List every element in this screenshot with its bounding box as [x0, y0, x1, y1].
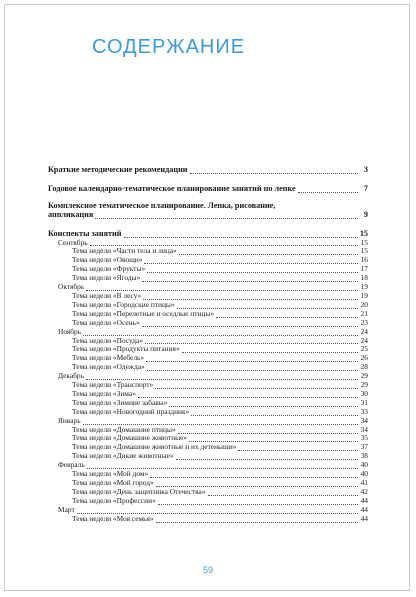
toc-topic-page: 33: [360, 406, 368, 416]
toc-topic-label: Тема недели «Продукты питания»: [72, 344, 180, 354]
toc-topic-label: Тема недели «Фрукты»: [72, 264, 146, 274]
leader-dots: [83, 329, 358, 336]
toc-topic-entry[interactable]: [48, 515, 368, 524]
leader-dots: [177, 302, 358, 309]
toc-topic-page: 41: [360, 478, 368, 487]
leader-dots: [147, 364, 358, 371]
toc-topic-page: 44: [360, 495, 368, 505]
toc-topic-page: 28: [360, 362, 368, 372]
toc-month-page: 40: [360, 460, 368, 470]
toc-topic-label: Тема недели «Ягоды»: [72, 273, 141, 283]
toc-entry-label: Годовое календарно-тематическое планирование занятий по лепке: [48, 183, 296, 193]
toc-topic-page: 34: [360, 424, 368, 434]
leader-dots: [178, 427, 358, 434]
toc-month-page: 15: [360, 237, 368, 247]
leader-dots: [138, 391, 358, 398]
toc-topic-label: Тема недели «Перелетные и оседлые птицы»: [72, 308, 215, 318]
leader-dots: [124, 231, 358, 238]
toc-topic-label: Тема недели «Домашние животные»: [72, 433, 188, 443]
toc-topic-label: Тема недели «Городские птицы»: [72, 299, 175, 309]
toc-month-page: 24: [360, 326, 368, 336]
toc-topic-label: Тема недели «Зима»: [72, 388, 136, 398]
toc-entry-page: 9: [363, 209, 368, 219]
toc-topic-page: 15: [360, 246, 368, 256]
toc-topic-label: Тема недели «Профессии»: [72, 495, 156, 505]
toc-topic-page: 29: [360, 380, 368, 390]
toc-topic-label: Тема недели «Одежда»: [72, 362, 145, 372]
toc-topic-entry[interactable]: [48, 452, 368, 461]
toc-topic-page: 30: [360, 388, 368, 398]
leader-dots: [182, 346, 358, 353]
leader-dots: [298, 186, 358, 193]
toc-topic-page: 24: [360, 335, 368, 345]
table-of-contents: [48, 166, 368, 524]
leader-dots: [77, 507, 358, 514]
toc-month-page: 34: [360, 415, 368, 425]
toc-topic-page: 38: [360, 451, 368, 461]
toc-topic-label: Тема недели «Части тела и лица»: [72, 246, 177, 256]
leader-dots: [156, 516, 358, 523]
toc-entry-line: [48, 211, 368, 220]
toc-topic-label: Тема недели «День защитника Отечества»: [72, 486, 206, 496]
toc-topic-page: 42: [360, 486, 368, 496]
toc-topic-page: 18: [360, 273, 368, 283]
toc-topic-page: 23: [360, 317, 368, 327]
leader-dots: [87, 462, 358, 469]
toc-topic-page: 17: [360, 264, 368, 274]
toc-topic-label: Тема недели «Овощи»: [72, 255, 143, 265]
toc-topic-label: Тема недели «Посуда»: [72, 335, 143, 345]
toc-entry-lesson-notes[interactable]: [48, 230, 368, 239]
toc-topic-label: Тема недели «Дикие животные»: [72, 451, 174, 461]
leader-dots: [216, 311, 358, 318]
toc-topic-entry[interactable]: [48, 274, 368, 283]
leader-dots: [86, 373, 358, 380]
toc-topic-label: Тема недели «В лесу»: [72, 290, 142, 300]
toc-month-label: Февраль: [58, 460, 85, 470]
leader-dots: [142, 275, 358, 282]
toc-entry-page: 3: [363, 165, 368, 174]
toc-topic-page: 31: [360, 397, 368, 407]
leader-dots: [169, 400, 358, 407]
toc-topic-label: Тема недели «Мой дом»: [72, 469, 149, 479]
toc-topic-label: Тема недели «Новогодний праздник»: [72, 406, 190, 416]
toc-entry-annual-plan[interactable]: [48, 185, 368, 194]
toc-topic-page: 44: [360, 513, 368, 523]
leader-dots: [90, 239, 358, 246]
toc-topic-entry[interactable]: [48, 363, 368, 372]
leader-dots: [150, 471, 358, 478]
toc-topic-entry[interactable]: [48, 497, 368, 506]
toc-topic-entry[interactable]: [48, 319, 368, 328]
toc-topic-label: Тема недели «Мебель»: [72, 353, 145, 363]
toc-entry-page: 15: [359, 228, 368, 238]
toc-topic-page: 37: [360, 442, 368, 452]
toc-entry-recommendations[interactable]: [48, 166, 368, 175]
leader-dots: [156, 480, 358, 487]
page-title: СОДЕРЖАНИЕ: [92, 36, 246, 58]
leader-dots: [145, 337, 358, 344]
toc-topic-label: Тема недели «Транспорт»: [72, 380, 154, 390]
leader-dots: [208, 489, 358, 496]
leader-dots: [147, 266, 358, 273]
leader-dots: [158, 498, 358, 505]
toc-topic-label: Тема недели «Домашние птицы»: [72, 424, 176, 434]
toc-month-label: Декабрь: [58, 371, 84, 381]
toc-month-label: Март: [58, 504, 75, 514]
leader-dots: [238, 444, 358, 451]
leader-dots: [83, 418, 358, 425]
toc-topic-label: Тема недели «Домашние животные и их детеныши»: [72, 442, 237, 452]
toc-topic-label: Тема недели «Моя семья»: [72, 513, 154, 523]
leader-dots: [190, 167, 358, 174]
page-number: 59: [202, 565, 213, 575]
toc-topic-page: 16: [360, 255, 368, 265]
toc-topic-label: Тема недели «Мой город»: [72, 478, 154, 487]
toc-topic-page: 19: [360, 290, 368, 300]
leader-dots: [155, 382, 358, 389]
toc-month-label: Ноябрь: [58, 326, 82, 336]
toc-topic-page: 35: [360, 433, 368, 443]
toc-month-label: Октябрь: [58, 282, 85, 292]
toc-month-label: Январь: [58, 415, 81, 425]
leader-dots: [179, 248, 358, 255]
leader-dots: [146, 355, 358, 362]
toc-topic-page: 26: [360, 353, 368, 363]
leader-dots: [142, 320, 358, 327]
toc-entry-complex-plan[interactable]: [48, 202, 368, 220]
toc-topic-page: 20: [360, 299, 368, 309]
toc-topic-label: Тема недели «Зимние забавы»: [72, 397, 168, 407]
toc-topic-entry[interactable]: [48, 408, 368, 417]
toc-topic-page: 40: [360, 469, 368, 479]
toc-entry-label: Краткие методические рекомендации: [48, 165, 188, 174]
leader-dots: [144, 257, 358, 264]
toc-entry-label: Комплексное тематическое планирование. Лепка, рисование,: [48, 200, 276, 210]
leader-dots: [189, 435, 358, 442]
leader-dots: [191, 409, 358, 416]
toc-entry-label: Конспекты занятий: [48, 228, 122, 238]
leader-dots: [86, 284, 358, 291]
toc-month-label: Сентябрь: [58, 237, 88, 247]
toc-entry-line: [48, 202, 368, 211]
toc-topic-page: 21: [360, 308, 368, 318]
toc-entry-page: 7: [363, 183, 368, 193]
months-list: [48, 239, 368, 524]
toc-entry-label-cont: аппликация: [48, 209, 94, 219]
toc-month-page: 19: [360, 282, 368, 292]
toc-month-page: 44: [360, 504, 368, 514]
toc-topic-label: Тема недели «Осень»: [72, 317, 140, 327]
leader-dots: [176, 453, 358, 460]
toc-month-page: 29: [360, 371, 368, 381]
leader-dots: [143, 293, 358, 300]
toc-topic-page: 25: [360, 344, 368, 354]
leader-dots: [95, 212, 358, 219]
